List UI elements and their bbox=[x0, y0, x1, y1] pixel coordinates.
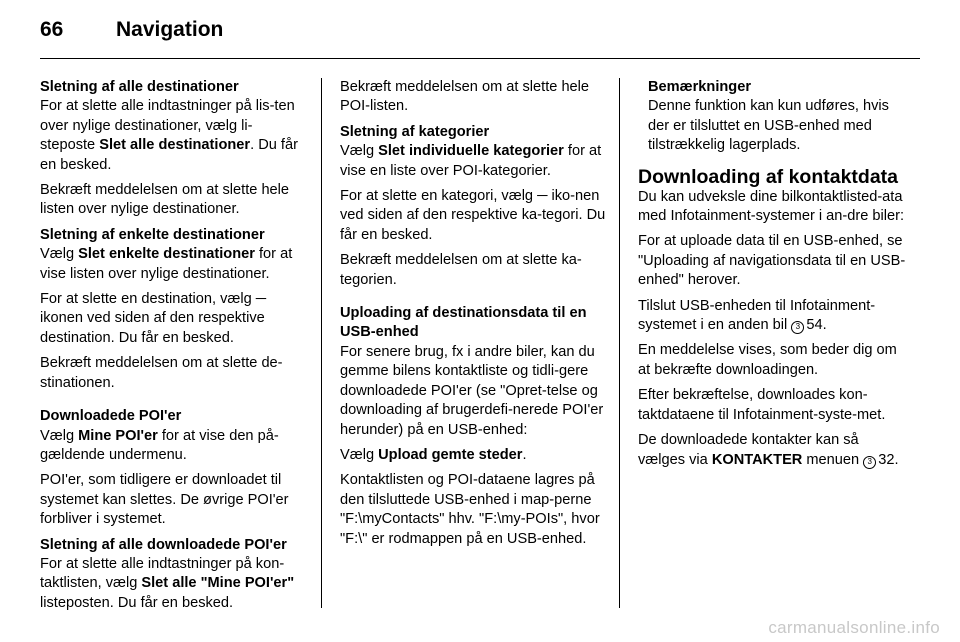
note-title: Bemærkninger bbox=[648, 79, 751, 95]
minus-icon: ─ bbox=[255, 291, 267, 308]
column-3 bbox=[638, 78, 906, 476]
paragraph: For at slette alle indtastninger på lis-ten over nylige destinationer, vælg li-steposte Slet alle destinationer. Du får en besked. bbox=[40, 98, 298, 173]
section-heading: Uploading af destinationsdata til en USB-enhed bbox=[340, 305, 587, 341]
section-heading: Downloadede POI'er bbox=[40, 408, 182, 425]
paragraph: For at slette alle indtastninger på kon-taktlisten, vælg Slet alle "Mine POI'er" listeposten. Du får en besked. bbox=[40, 555, 295, 611]
section-heading: Sletning af enkelte destinationer bbox=[40, 226, 265, 243]
note-box bbox=[638, 78, 906, 156]
paragraph: Tilslut USB-enheden til Infotainment-systemet i en anden bil 3 54. bbox=[638, 297, 876, 334]
column-2 bbox=[340, 78, 606, 555]
paragraph: Efter bekræftelse, downloades kon-taktdataene til Infotainment-syste-met. bbox=[638, 387, 886, 423]
column-divider bbox=[619, 78, 620, 608]
paragraph: En meddelelse vises, som beder dig om at bekræfte downloadingen. bbox=[638, 342, 897, 378]
section-title: Downloading af kontaktdata bbox=[638, 165, 899, 188]
paragraph: De downloadede kontakter kan så vælges via KONTAKTER menuen 3 32. bbox=[638, 432, 899, 468]
column-1 bbox=[40, 78, 304, 619]
header-rule bbox=[40, 58, 920, 59]
paragraph: Vælg Upload gemte steder. bbox=[340, 446, 527, 463]
paragraph: For at slette en destination, vælg ─ ikonen ved siden af den respektive destination. Du får en besked. bbox=[40, 291, 267, 346]
page-reference-icon: 3 bbox=[863, 456, 876, 469]
page-number: 66 bbox=[40, 18, 64, 41]
note-text: Denne funktion kan kun udføres, hvis der er tilsluttet en USB-enhed med tilstrækkelig lagerplads. bbox=[648, 98, 889, 154]
paragraph: Du kan udveksle dine bilkontaktlisted-ata med Infotainment-systemer i an-dre biler: bbox=[638, 188, 905, 225]
section-heading: Sletning af alle destinationer bbox=[40, 79, 239, 95]
paragraph: Bekræft meddelelsen om at slette hele POI-listen. bbox=[340, 79, 590, 115]
paragraph: For senere brug, fx i andre biler, kan du gemme bilens kontaktliste og tidli-gere downloadede POI'er (se "Opret-telse og downloading af brugerdefi-nerede POI'er herunder) på en USB-enhed: bbox=[340, 343, 604, 438]
page-header bbox=[40, 18, 223, 48]
section-heading: Sletning af kategorier bbox=[340, 123, 490, 140]
page-reference-icon: 3 bbox=[791, 321, 804, 334]
watermark: carmanualsonline.info bbox=[768, 618, 940, 637]
column-divider bbox=[321, 78, 322, 608]
paragraph: Bekræft meddelelsen om at slette de-stinationen. bbox=[40, 355, 283, 391]
chapter-title: Navigation bbox=[116, 18, 224, 41]
minus-icon: ─ bbox=[537, 188, 548, 205]
paragraph: Vælg Slet individuelle kategorier for at vise en liste over POI-kategorier. bbox=[340, 143, 602, 179]
paragraph: For at slette en kategori, vælg ─ iko-nen ved siden af den respektive ka-tegori. Du får en besked. bbox=[340, 188, 606, 243]
paragraph: Vælg Slet enkelte destinationer for at vise listen over nylige destinationer. bbox=[40, 246, 293, 282]
paragraph: Kontaktlisten og POI-dataene lagres på den tilsluttede USB-enhed i map-perne "F:\myContacts" hhv. "F:\my-POIs", hvor "F:\" er rodmappen på en USB-enhed. bbox=[340, 472, 600, 547]
section-heading: Sletning af alle downloadede POI'er bbox=[40, 536, 287, 553]
paragraph: POI'er, som tidligere er downloadet til systemet kan slettes. De øvrige POI'er forbliver i systemet. bbox=[40, 472, 289, 528]
paragraph: Vælg Mine POI'er for at vise den på-gældende undermenu. bbox=[40, 427, 279, 463]
paragraph: Bekræft meddelelsen om at slette ka-tegorien. bbox=[340, 252, 582, 288]
paragraph: For at uploade data til en USB-enhed, se "Uploading af navigationsdata til en USB-enhed" herover. bbox=[638, 233, 906, 289]
paragraph: Bekræft meddelelsen om at slette hele listen over nylige destinationer. bbox=[40, 182, 290, 218]
